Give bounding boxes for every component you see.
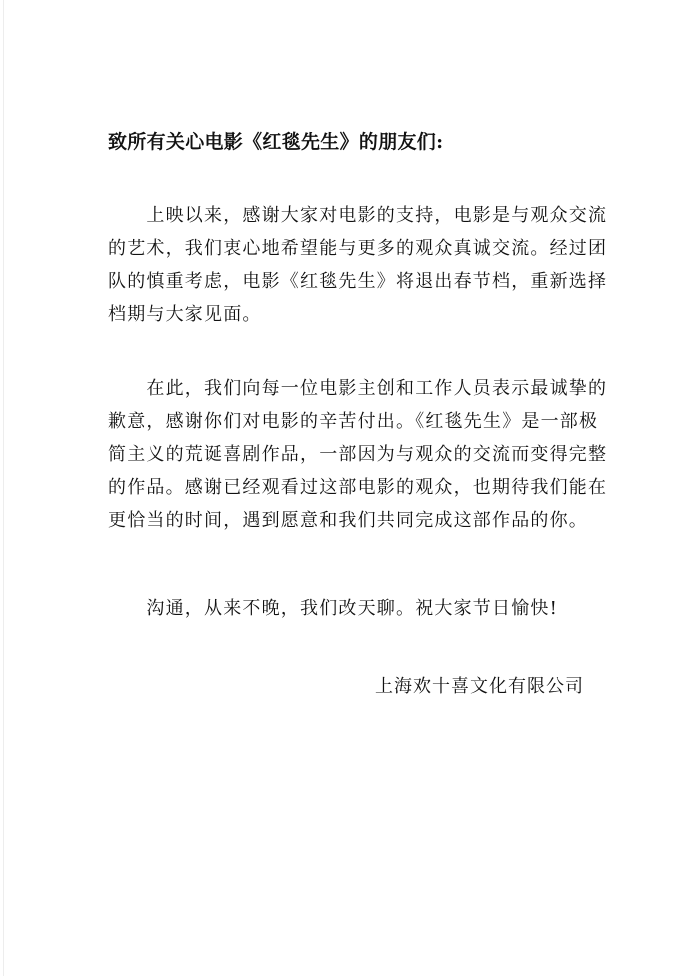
letter-paragraph-2 — [108, 372, 608, 537]
paragraph-2-line: 的作品。感谢已经观看过这部电影的观众，也期待我们能在 — [108, 477, 608, 498]
paragraph-1-line: 上映以来，感谢大家对电影的支持，电影是与观众交流 — [108, 205, 608, 226]
paragraph-2-line: 在此，我们向每一位电影主创和工作人员表示最诚挚的 — [108, 378, 608, 399]
page-edge-divider — [3, 0, 4, 976]
paragraph-2-line: 歉意，感谢你们对电影的辛苦付出。《红毯先生》是一部极 — [108, 411, 599, 432]
paragraph-1-line: 档期与大家见面。 — [108, 304, 262, 325]
letter-signature: 上海欢十喜文化有限公司 — [375, 676, 584, 697]
paragraph-1-line: 队的慎重考虑，电影《红毯先生》将退出春节档，重新选择 — [108, 271, 608, 292]
paragraph-1-line: 的艺术，我们衷心地希望能与更多的观众真诚交流。经过团 — [108, 238, 608, 259]
paragraph-3-line: 沟通，从来不晚，我们改天聊。祝大家节日愉快! — [108, 598, 559, 619]
letter-paragraph-1 — [108, 199, 608, 331]
letter-salutation: 致所有关心电影《红毯先生》的朋友们: — [108, 131, 444, 153]
letter-paragraph-3 — [108, 592, 585, 625]
paragraph-2-line: 简主义的荒诞喜剧作品，一部因为与观众的交流而变得完整 — [108, 444, 608, 465]
paragraph-2-line: 更恰当的时间，遇到愿意和我们共同完成这部作品的你。 — [108, 510, 588, 531]
